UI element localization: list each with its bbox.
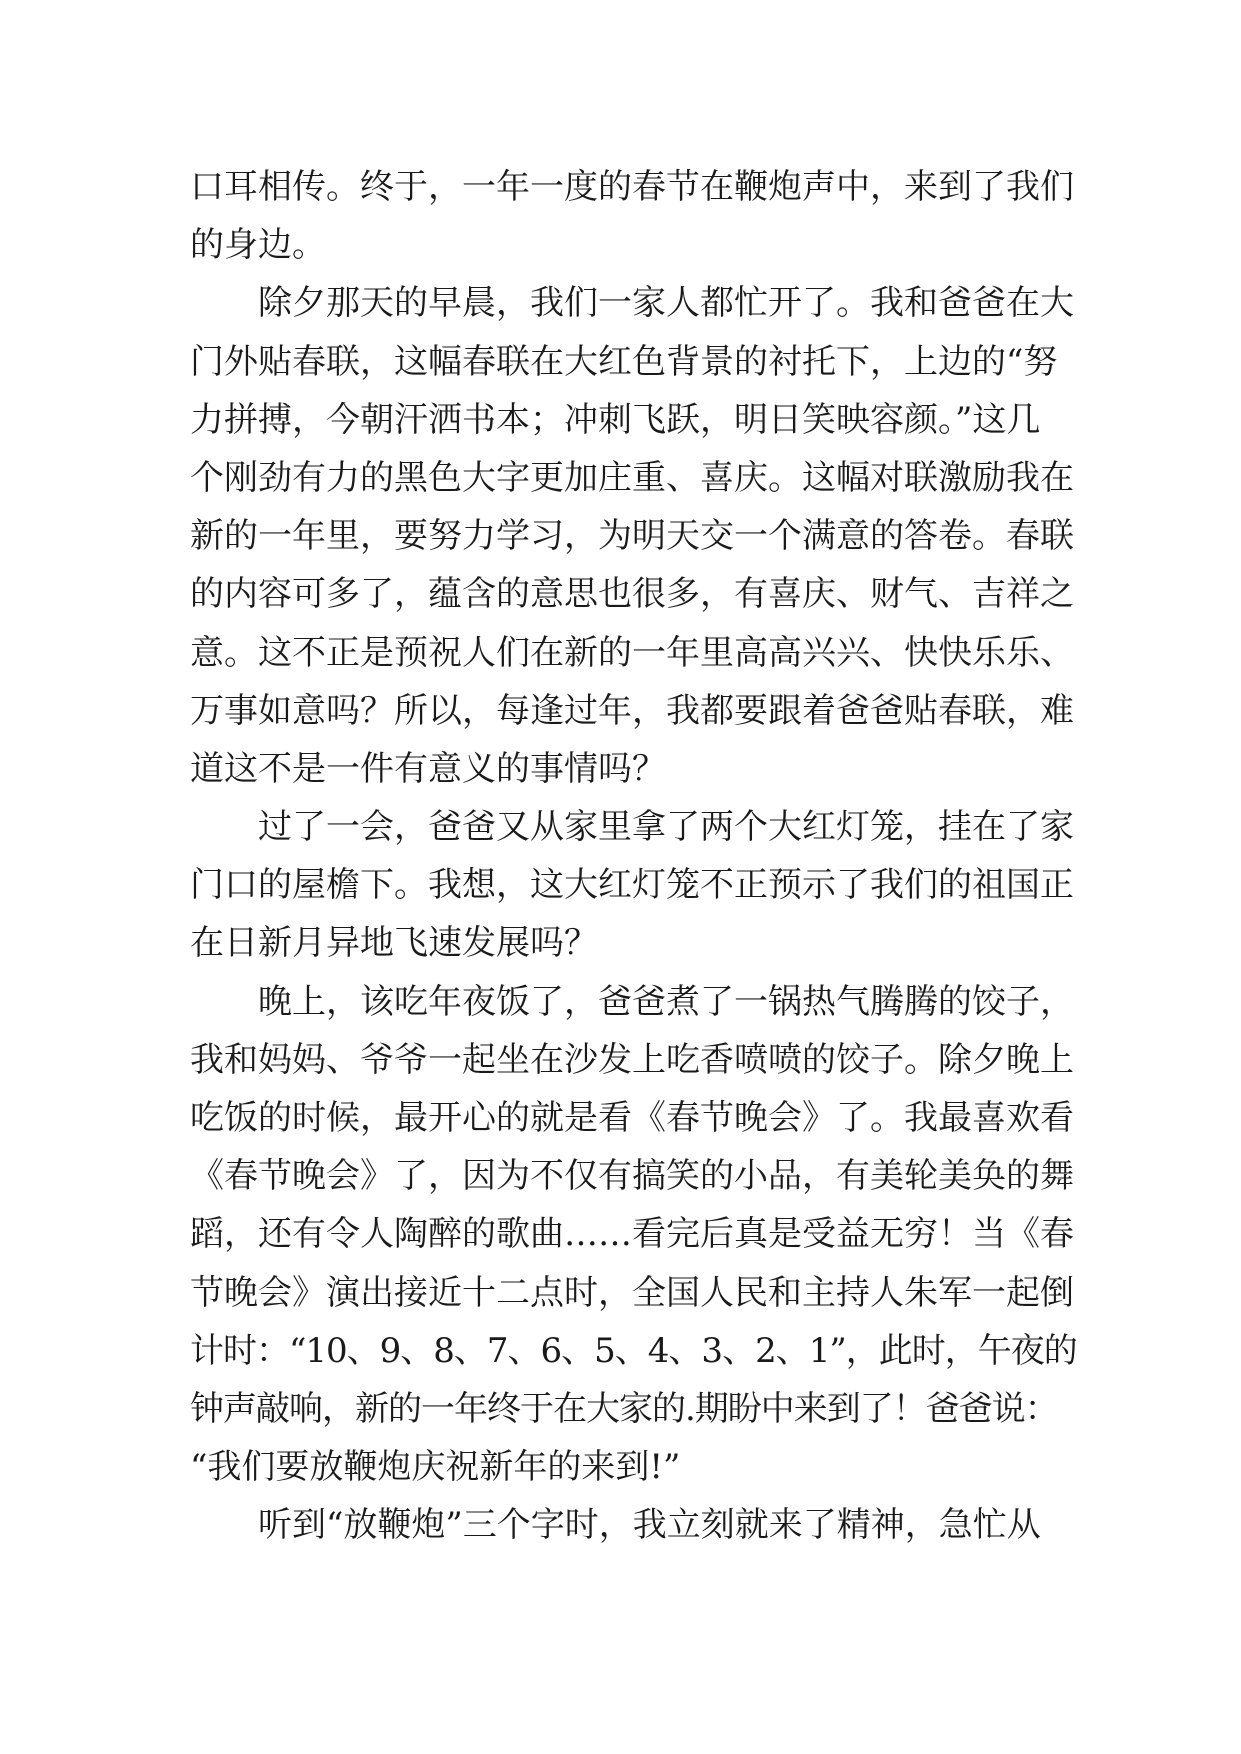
text-line: 节晚会》演出接近十二点时，全国人民和主持人朱军一起倒 [190, 1272, 1074, 1313]
text-line: 我和妈妈、爷爷一起坐在沙发上吃香喷喷的饺子。除夕晚上 [190, 1039, 1074, 1080]
text-line: 计时：“10、9、8、7、6、5、4、3、2、1”，此时，午夜的 [190, 1330, 1077, 1371]
text-line: 口耳相传。终于，一年一度的春节在鞭炮声中，来到了我们 [190, 167, 1074, 207]
text-line: 道这不是一件有意义的事情吗？ [190, 748, 666, 789]
text-line: 个刚劲有力的黑色大字更加庄重、喜庆。这幅对联激励我在 [190, 457, 1074, 498]
paragraph-start-line: 除夕那天的早晨，我们一家人都忙开了。我和爸爸在大 [258, 283, 1074, 324]
paragraph-start-line: 听到“放鞭炮”三个字时，我立刻就来了精神，急忙从 [258, 1505, 1041, 1546]
paragraph-start-line: 过了一会，爸爸又从家里拿了两个大红灯笼，挂在了家 [258, 807, 1074, 848]
text-line: 的身边。 [190, 225, 326, 266]
text-line: 力拼搏，今朝汗洒书本；冲刺飞跃，明日笑映容颜。”这几 [190, 399, 1041, 440]
document-body [190, 158, 1090, 1555]
text-line: 蹈，还有令人陶醉的歌曲……看完后真是受益无穷！当《春 [190, 1214, 1074, 1255]
text-line: 钟声敲响，新的一年终于在大家的.期盼中来到了！爸爸说： [190, 1388, 1058, 1429]
text-line: 吃饭的时候，最开心的就是看《春节晚会》了。我最喜欢看 [190, 1098, 1074, 1138]
text-line: 在日新月异地飞速发展吗？ [190, 923, 598, 964]
text-line: 的内容可多了，蕴含的意思也很多，有喜庆、财气、吉祥之 [190, 574, 1074, 615]
paragraph-start-line: 晚上，该吃年夜饭了，爸爸煮了一锅热气腾腾的饺子， [258, 981, 1074, 1022]
text-line: 意。这不正是预祝人们在新的一年里高高兴兴、快快乐乐、 [190, 632, 1074, 673]
text-line: “我们要放鞭炮庆祝新年的来到!” [190, 1447, 681, 1488]
text-line: 《春节晚会》了，因为不仅有搞笑的小品，有美轮美奂的舞 [190, 1156, 1074, 1197]
text-line: 门外贴春联，这幅春联在大红色背景的衬托下，上边的“努 [190, 341, 1058, 382]
text-line: 新的一年里，要努力学习，为明天交一个满意的答卷。春联 [190, 516, 1074, 557]
text-line: 门口的屋檐下。我想，这大红灯笼不正预示了我们的祖国正 [190, 865, 1074, 906]
text-line: 万事如意吗？所以，每逢过年，我都要跟着爸爸贴春联，难 [190, 690, 1074, 731]
